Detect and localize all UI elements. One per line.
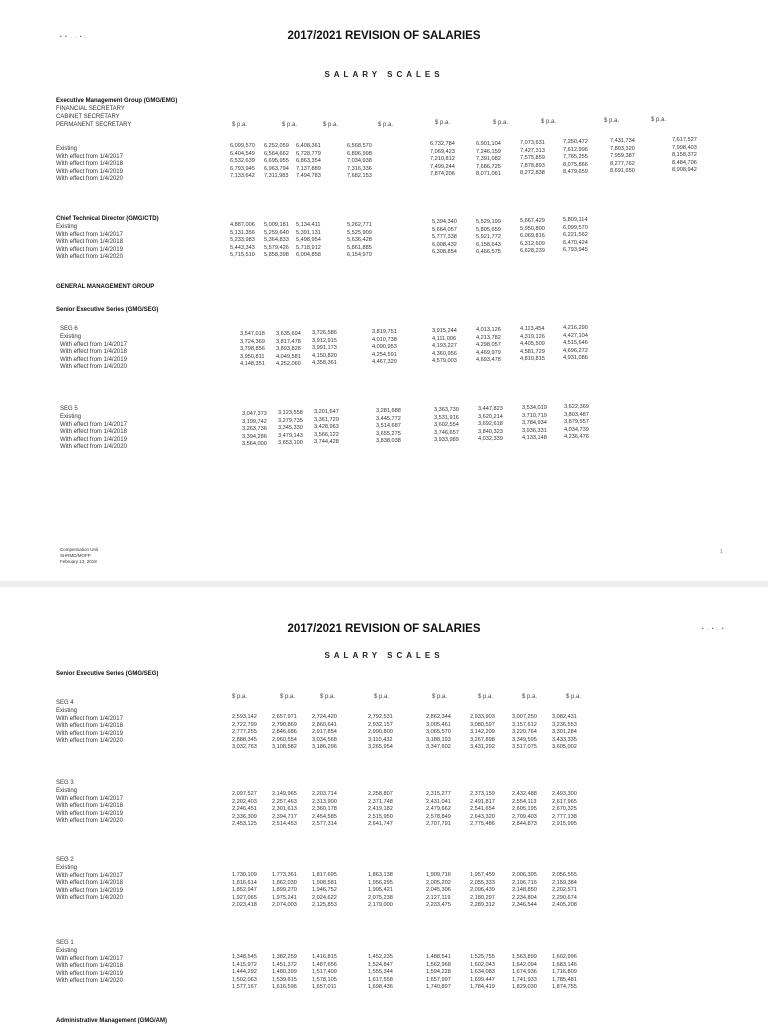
- salary-column: 2,056,555 2,159,384 2,202,571 2,290,674 2,405,208: [552, 872, 577, 909]
- salary-column: 2,933,903 3,080,597 3,142,209 3,267,898 3,431,292: [470, 714, 495, 751]
- column-header: $ p.a.: [378, 122, 394, 128]
- column-header: $ p.a.: [320, 694, 336, 700]
- page-subtitle: SALARY SCALES: [324, 651, 444, 660]
- column-header: $ p.a.: [323, 122, 339, 128]
- salary-column: 4,113,454 4,319,126 4,405,509 4,581,729 4,810,815: [520, 326, 545, 363]
- salary-column: 5,809,114 6,099,570 6,221,562 6,470,424 6,793,945: [563, 217, 588, 254]
- group-heading-emg: Executive Management Group (GMG/EMG): [56, 98, 178, 104]
- group-heading-seg1: SEG 1: [56, 940, 74, 946]
- row-labels: Existing With effect from 1/4/2017 With effect from 1/4/2018 With effect from 1/4/2019 With effect from 1/4/2020: [56, 865, 123, 901]
- group-heading-seg3: SEG 3: [56, 780, 74, 786]
- column-header: $ p.a.: [478, 694, 494, 700]
- salary-column: 6,568,570 6,896,998 7,034,938 7,316,336 7,682,153: [347, 143, 372, 180]
- row-labels: Existing With effect from 1/4/2017 With effect from 1/4/2018 With effect from 1/4/2019 With effect from 1/4/2020: [60, 414, 127, 450]
- salary-column: 3,547,018 3,724,369 3,798,856 3,950,811 4,148,351: [240, 331, 265, 368]
- salary-column: 1,909,716 2,005,202 2,045,306 2,127,119 2,233,475: [426, 872, 451, 909]
- column-header: $ p.a.: [493, 120, 509, 126]
- salary-column: 7,617,527 7,998,403 8,158,372 8,484,706 8,908,942: [672, 137, 697, 174]
- salary-column: 1,863,138 1,956,295 1,995,421 2,075,238 2,179,000: [368, 872, 393, 909]
- salary-column: 2,149,965 2,257,463 2,301,613 2,394,717 2,514,453: [272, 791, 297, 828]
- corner-mark: • . • . •: [702, 626, 725, 632]
- column-header: $ p.a.: [604, 118, 620, 124]
- section-heading-gmg: GENERAL MANAGEMENT GROUP: [56, 284, 155, 290]
- salary-column: 5,667,429 5,950,800 6,069,816 6,312,609 6,628,239: [520, 218, 545, 255]
- row-labels: Existing With effect from 1/4/2017 With effect from 1/4/2018 With effect from 1/4/2019 With effect from 1/4/2020: [56, 708, 123, 744]
- salary-column: 3,819,751 4,010,738 4,090,953 4,254,591 4,467,320: [372, 329, 397, 366]
- salary-column: 3,007,250 3,157,612 3,220,764 3,349,595 3,517,075: [512, 714, 537, 751]
- salary-column: 2,258,807 2,371,748 2,419,182 2,515,950 2,641,747: [368, 791, 393, 828]
- salary-column: 3,281,688 3,445,772 3,514,687 3,655,275 3,838,038: [376, 408, 401, 445]
- salary-column: 3,047,373 3,199,742 3,263,736 3,394,286 3,564,000: [242, 411, 267, 448]
- salary-column: 4,216,290 4,427,104 4,515,646 4,696,272 4,931,086: [563, 325, 588, 362]
- salary-column: 6,732,784 7,069,423 7,210,812 7,499,244 7,874,206: [430, 141, 455, 178]
- section-heading-ses: Senior Executive Series (GMG/SEG): [56, 307, 159, 313]
- salary-column: 4,887,006 5,131,356 5,233,983 5,443,343 5,715,510: [230, 222, 255, 259]
- group-heading-seg4: SEG 4: [56, 700, 74, 706]
- section-heading-am: Administrative Management (GMG/AM): [56, 1018, 168, 1024]
- salary-column: 1,602,996 1,683,146 1,716,809 1,785,481 1,874,755: [552, 954, 577, 991]
- salary-column: 7,250,472 7,612,996 7,765,255 8,075,866 8,479,659: [563, 139, 588, 176]
- salary-column: 2,657,971 2,790,869 2,846,686 2,960,554 3,108,582: [272, 714, 297, 751]
- group-heading-ctd: Chief Technical Director (GMG/CTD): [56, 216, 159, 222]
- row-labels: Existing With effect from 1/4/2017 With effect from 1/4/2018 With effect from 1/4/2019 With effect from 1/4/2020: [56, 146, 123, 182]
- salary-column: 5,529,199 5,805,659 5,921,772 6,158,643 6,466,575: [476, 219, 501, 256]
- salary-column: 6,408,361 6,728,779 6,863,354 7,137,889 7,494,783: [296, 143, 321, 180]
- salary-column: 3,915,244 4,111,006 4,193,227 4,360,956 4,579,003: [432, 328, 457, 365]
- salary-column: 3,447,823 3,620,214 3,692,618 3,840,323 4,032,339: [478, 406, 503, 443]
- header-line: CABINET SECRETARY: [56, 114, 120, 120]
- salary-column: 2,792,531 2,932,157 2,990,800 3,110,432 3,265,954: [368, 714, 393, 751]
- salary-column: 2,862,344 3,005,461 3,065,570 3,188,193 3,347,602: [426, 714, 451, 751]
- footer-note: Compensation Unit SHRMD/MOFP February 13, 2018: [60, 547, 99, 564]
- salary-column: 1,488,541 1,562,968 1,594,228 1,657,997 1,740,897: [426, 954, 451, 991]
- salary-column: 3,201,647 3,361,729 3,428,963 3,566,122 3,744,428: [314, 409, 339, 446]
- salary-column: 3,534,019 3,710,719 3,784,934 3,936,331 4,133,148: [522, 405, 547, 442]
- salary-column: 2,373,159 2,491,817 2,541,654 2,643,320 2,775,486: [470, 791, 495, 828]
- salary-column: 6,901,104 7,246,159 7,391,082 7,686,725 8,071,061: [476, 141, 501, 178]
- salary-column: 2,432,488 2,554,113 2,605,195 2,709,403 2,844,873: [512, 791, 537, 828]
- salary-column: 2,724,420 2,860,641 2,917,854 3,034,568 3,186,296: [312, 714, 337, 751]
- salary-column: 3,082,431 3,236,553 3,301,284 3,433,335 3,605,002: [552, 714, 577, 751]
- salary-column: 5,394,340 5,664,057 5,777,338 6,008,432 6,308,854: [432, 219, 457, 256]
- salary-column: 3,635,694 3,817,478 3,893,828 4,049,581 4,252,060: [276, 331, 301, 368]
- row-labels: Existing With effect from 1/4/2017 With effect from 1/4/2018 With effect from 1/4/2019 With effect from 1/4/2020: [60, 334, 127, 370]
- salary-column: 1,525,755 1,602,043 1,634,083 1,699,447 1,784,419: [470, 954, 495, 991]
- salary-column: 3,123,558 3,279,735 3,345,330 3,479,143 3,653,100: [278, 410, 303, 447]
- column-header: $ p.a.: [232, 122, 248, 128]
- header-line: PERMANENT SECRETARY: [56, 122, 132, 128]
- page-title: 2017/2021 REVISION OF SALARIES: [287, 623, 481, 635]
- column-header: $ p.a.: [374, 694, 390, 700]
- group-heading-seg6: SEG 6: [60, 326, 78, 332]
- salary-column: 5,134,411 5,391,131 5,498,954 5,718,912 6,004,858: [296, 222, 321, 259]
- salary-column: 5,262,771 5,525,909 5,636,428 5,861,885 6,154,979: [347, 222, 372, 259]
- salary-column: 1,416,815 1,487,656 1,517,409 1,578,105 1,657,011: [312, 954, 337, 991]
- column-header: $ p.a.: [651, 117, 667, 123]
- salary-column: 5,009,181 5,259,640 5,364,833 5,579,426 5,858,398: [264, 222, 289, 259]
- column-header: $ p.a.: [522, 694, 538, 700]
- column-header: $ p.a.: [280, 694, 296, 700]
- salary-column: 3,622,369 3,803,487 3,879,557 4,034,739 4,236,476: [564, 404, 589, 441]
- salary-column: 2,203,714 2,313,900 2,360,178 2,454,585 2,577,314: [312, 791, 337, 828]
- column-header: $ p.a.: [232, 694, 248, 700]
- salary-column: 7,073,631 7,427,313 7,575,859 7,878,893 8,272,838: [520, 140, 545, 177]
- salary-column: 1,957,459 2,055,333 2,096,439 2,180,297 2,289,312: [470, 872, 495, 909]
- salary-column: 1,452,235 1,524,847 1,555,344 1,617,558 1,698,436: [368, 954, 393, 991]
- group-heading-seg2: SEG 2: [56, 857, 74, 863]
- salary-column: 4,013,126 4,213,782 4,298,057 4,469,979 4,693,478: [476, 327, 501, 364]
- salary-column: 2,315,277 2,431,041 2,479,662 2,578,849 2,707,791: [426, 791, 451, 828]
- salary-column: 7,431,734 7,803,320 7,959,387 8,277,762 8,691,650: [610, 138, 635, 175]
- salary-column: 1,563,899 1,642,094 1,674,936 1,741,933 1,829,030: [512, 954, 537, 991]
- salary-column: 2,593,142 2,722,799 2,777,255 2,888,345 3,032,763: [232, 714, 257, 751]
- page-divider: [0, 581, 768, 587]
- group-heading-seg5: SEG 5: [60, 406, 78, 412]
- salary-column: 1,382,259 1,451,372 1,480,399 1,539,615 1,616,596: [272, 954, 297, 991]
- salary-column: 6,099,570 6,404,549 6,532,639 6,793,945 7,133,642: [230, 143, 255, 180]
- salary-column: 2,493,300 2,617,965 2,670,325 2,777,138 2,915,995: [552, 791, 577, 828]
- salary-column: 3,726,586 3,912,915 3,991,173 4,150,820 4,358,361: [312, 330, 337, 367]
- row-labels: Existing With effect from 1/4/2017 With effect from 1/4/2018 With effect from 1/4/2019 With effect from 1/4/2020: [56, 948, 123, 984]
- salary-column: 1,348,545 1,415,972 1,444,292 1,502,063 1,577,167: [232, 954, 257, 991]
- salary-column: 6,252,059 6,564,662 6,695,955 6,963,794 7,311,983: [264, 143, 289, 180]
- salary-column: 1,730,109 1,816,614 1,852,947 1,927,065 2,023,418: [232, 872, 257, 909]
- column-header: $ p.a.: [566, 694, 582, 700]
- document-page-2: [0, 590, 768, 1024]
- column-header: $ p.a.: [432, 694, 448, 700]
- salary-column: 1,817,695 1,908,581 1,946,752 2,024,622 2,125,853: [312, 872, 337, 909]
- salary-column: 3,363,730 3,531,916 3,602,554 3,746,657 3,933,989: [434, 407, 459, 444]
- page-title: 2017/2021 REVISION OF SALARIES: [287, 30, 481, 42]
- column-header: $ p.a.: [282, 122, 298, 128]
- header-line: FINANCIAL SECRETARY: [56, 106, 125, 112]
- row-labels: Existing With effect from 1/4/2017 With effect from 1/4/2018 With effect from 1/4/2019 With effect from 1/4/2020: [56, 788, 123, 824]
- page-number: 1: [720, 549, 723, 555]
- salary-column: 2,006,395 2,106,716 2,148,850 2,234,804 2,346,544: [512, 872, 537, 909]
- column-header: $ p.a.: [541, 119, 557, 125]
- section-heading-ses: Senior Executive Series (GMG/SEG): [56, 671, 159, 677]
- salary-column: 2,097,527 2,202,403 2,246,451 2,336,309 2,453,125: [232, 791, 257, 828]
- column-header: $ p.a.: [435, 120, 451, 126]
- salary-column: 1,773,361 1,862,030 1,899,270 1,975,241 2,074,003: [272, 872, 297, 909]
- corner-mark: • • . . • .: [60, 34, 88, 40]
- page-subtitle: SALARY SCALES: [324, 70, 444, 79]
- row-labels: Existing With effect from 1/4/2017 With effect from 1/4/2018 With effect from 1/4/2019 With effect from 1/4/2020: [56, 224, 123, 260]
